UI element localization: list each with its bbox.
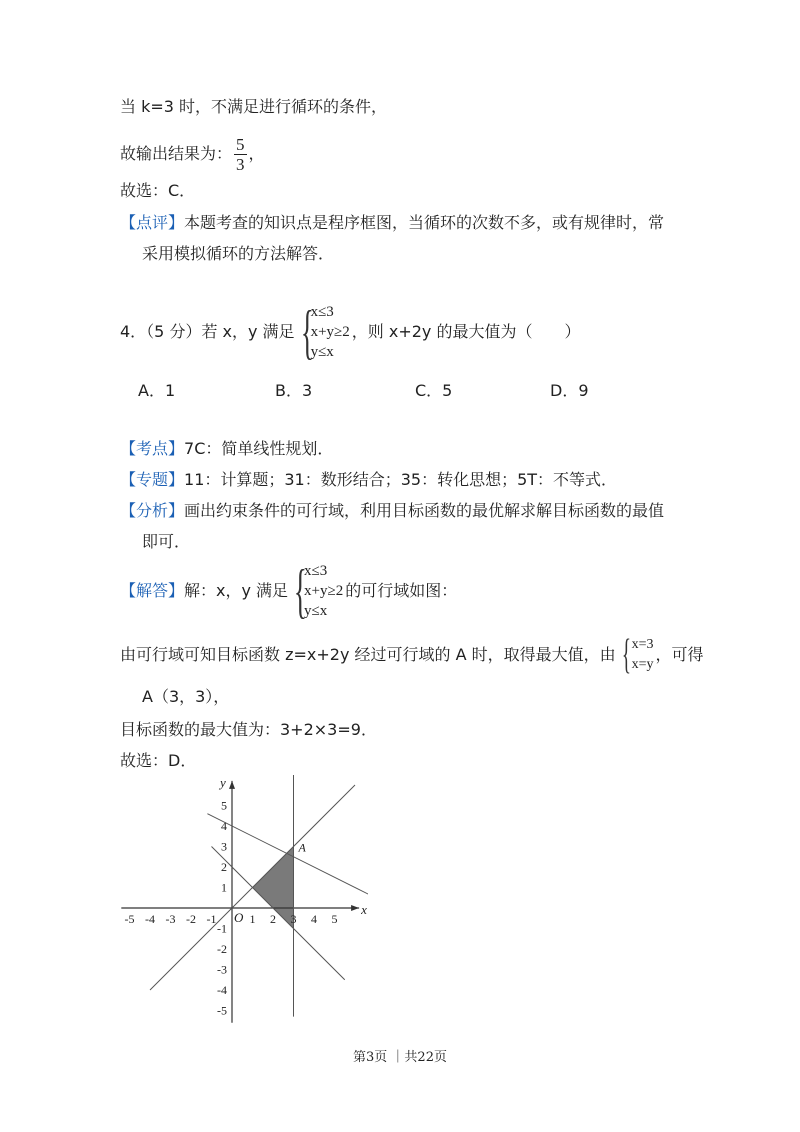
topic-tag: 【专题】 [120, 470, 185, 489]
y-tick-label: -4 [217, 983, 227, 997]
constraint-3: y≤x [310, 344, 334, 360]
option-d[interactable]: D．9 [550, 381, 589, 400]
x-tick-label: 4 [311, 912, 317, 926]
analysis-text: 画出约束条件的可行域，利用目标函数的最优解求解目标函数的最值 [184, 501, 665, 520]
y-tick-label: 1 [221, 880, 227, 895]
comment-line-2: 采用模拟循环的方法解答． [142, 244, 335, 263]
output-result-line [120, 135, 265, 174]
x-tick-label: -4 [145, 912, 155, 926]
solution-step-suffix: ，可得 [655, 645, 704, 664]
option-c[interactable]: C．5 [415, 381, 453, 400]
x-tick-label: 2 [270, 912, 276, 926]
intersection-eq-1: x=3 [631, 637, 654, 652]
fraction-numerator: 5 [236, 135, 245, 154]
feasible-region-graph [118, 775, 368, 1025]
x-tick-label: 5 [331, 912, 338, 926]
intersection-eq-2: x=y [631, 657, 654, 672]
choice-c-line: 故选：C． [120, 181, 196, 200]
fraction-denominator: 3 [236, 155, 245, 174]
x-tick-label: 3 [290, 912, 297, 926]
question-suffix: ，则 x+2y 的最大值为（ ） [351, 322, 581, 341]
topic-line [120, 469, 617, 491]
point-a-label: A [298, 840, 306, 855]
output-result-prefix: 故输出结果为： [120, 144, 233, 163]
solution-constraint-system [290, 558, 344, 624]
y-tick-label: -1 [217, 921, 227, 936]
point-a-line: A（3，3）， [142, 687, 230, 706]
y-tick-label: 2 [221, 860, 227, 874]
knowledge-point-line [120, 438, 333, 460]
solution-constraint-2: x+y≥2 [304, 583, 344, 599]
question-prefix: 4．（5 分）若 x，y 满足 [120, 322, 295, 341]
option-b[interactable]: B．3 [275, 381, 313, 400]
solution-prefix: 解：x，y 满足 [184, 581, 289, 600]
y-tick-label: 3 [221, 839, 227, 854]
constraint-system [297, 299, 350, 365]
x-tick-label: -5 [124, 912, 135, 926]
x-axis-label: x [361, 902, 367, 917]
comment-tag: 【点评】 [120, 213, 185, 232]
analysis-line-2: 即可． [142, 532, 191, 551]
y-tick-label: 4 [221, 819, 227, 833]
y-axis-arrow-icon [229, 781, 235, 789]
x-tick-label: 1 [249, 912, 256, 926]
fraction-five-thirds [234, 135, 247, 174]
x-tick-label: -3 [165, 912, 176, 926]
x-tick-label: -1 [206, 912, 217, 926]
origin-label: O [234, 910, 244, 925]
y-axis-label: y [220, 775, 226, 790]
choice-d-line: 故选：D． [120, 751, 197, 770]
max-value-line: 目标函数的最大值为：3+2×3=9． [120, 720, 377, 739]
left-brace-icon: { [621, 632, 631, 678]
solution-constraint-1: x≤3 [304, 563, 328, 579]
page-footer: 第3页 ｜共22页 [353, 1050, 447, 1065]
knowledge-point-text: 7C：简单线性规划． [184, 439, 334, 458]
knowledge-point-tag: 【考点】 [120, 439, 185, 458]
solution-step-text: 由可行域可知目标函数 z=x+2y 经过可行域的 A 时，取得最大值，由 [120, 645, 616, 664]
output-result-suffix: ， [248, 144, 265, 163]
y-tick-label: -2 [217, 942, 227, 956]
y-tick-label: -3 [217, 962, 227, 977]
solution-line [120, 558, 457, 624]
question-4 [120, 300, 580, 364]
constraint-2: x+y≥2 [310, 324, 350, 340]
comment-line [120, 212, 664, 234]
solution-step-line [120, 632, 704, 678]
x-tick-label: -2 [186, 912, 196, 926]
solution-tag: 【解答】 [120, 581, 185, 600]
loop-condition-line: 当 k=3 时，不满足进行循环的条件， [120, 97, 388, 116]
y-tick-label: -5 [217, 1003, 227, 1018]
left-brace-icon: { [293, 558, 307, 624]
constraint-1: x≤3 [310, 304, 334, 320]
analysis-line [120, 500, 664, 522]
analysis-tag: 【分析】 [120, 501, 185, 520]
solution-suffix: 的可行域如图： [345, 581, 458, 600]
y-tick-label: 5 [221, 798, 227, 813]
intersection-system [618, 634, 654, 676]
solution-constraint-3: y≤x [304, 603, 328, 619]
option-a[interactable]: A．1 [138, 381, 176, 400]
left-brace-icon: { [300, 299, 314, 365]
topic-text: 11：计算题；31：数形结合；35：转化思想；5T：不等式． [184, 470, 618, 489]
x-axis-arrow-icon [351, 905, 359, 911]
comment-text: 本题考查的知识点是程序框图，当循环的次数不多，或有规律时，常 [184, 213, 665, 232]
